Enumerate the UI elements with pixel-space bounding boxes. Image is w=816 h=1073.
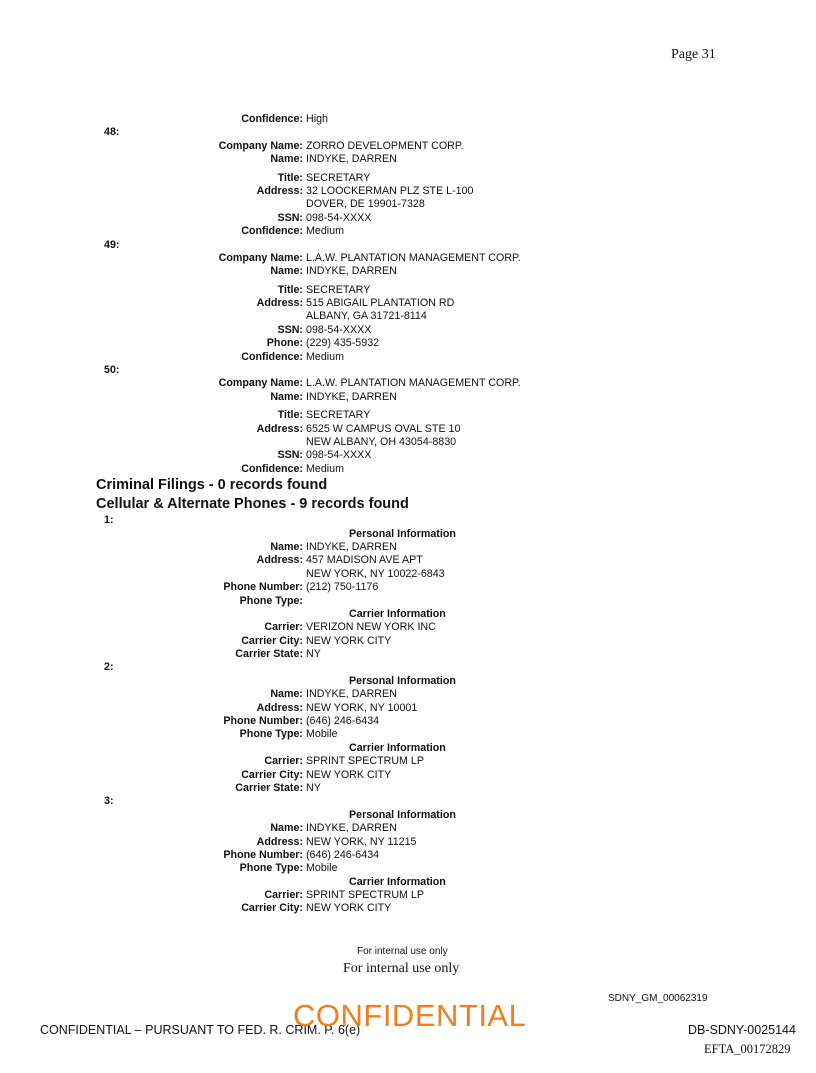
field-label: Name: [270,822,303,835]
record-number: 2: [104,661,114,674]
record-field-row [0,568,816,581]
subsection-heading-text: Carrier Information [349,741,446,754]
record-field-row [0,198,816,211]
record-field-row [0,836,816,849]
field-value: NEW YORK CITY [306,902,392,915]
field-value: INDYKE, DARREN [306,390,397,403]
record-field-row [0,113,816,126]
record-field-row [0,436,816,449]
field-value: SECRETARY [306,409,371,422]
record-field-row [0,595,816,608]
field-label: Name: [270,540,303,553]
bates-number-gm: SDNY_GM_00062319 [608,993,708,1004]
field-label: Address: [256,422,303,435]
field-value: INDYKE, DARREN [306,822,397,835]
record-number: 1: [104,514,114,527]
field-label: Address: [256,184,303,197]
field-value: SPRINT SPECTRUM LP [306,755,424,768]
field-label: Carrier State: [235,781,303,794]
field-value: (212) 750-1176 [306,581,379,594]
field-label: Phone Type: [239,594,303,607]
record-field-row [0,265,816,278]
field-value: SECRETARY [306,283,371,296]
field-label: Address: [256,835,303,848]
field-value: 515 ABIGAIL PLANTATION RD [306,297,455,310]
record-field-row [0,541,816,554]
record-field-row [0,635,816,648]
record-field-row [0,554,816,567]
field-value: SPRINT SPECTRUM LP [306,889,424,902]
field-value: 457 MADISON AVE APT [306,554,423,567]
field-value: 32 LOOCKERMAN PLZ STE L-100 [306,184,474,197]
confidential-notice: CONFIDENTIAL – PURSUANT TO FED. R. CRIM. P. 6(e) [40,1023,361,1037]
record-field-row [0,297,816,310]
field-value: Medium [306,462,345,475]
field-value: (229) 435-5932 [306,337,380,350]
record-field-row [0,252,816,265]
field-label: Carrier City: [241,768,303,781]
record-field-row [0,212,816,225]
record-field-row [0,755,816,768]
page-number: Page 31 [671,47,716,62]
record-field-row [0,140,816,153]
field-label: SSN: [277,323,303,336]
record-field-row [0,849,816,862]
field-label: Carrier: [264,621,303,634]
field-value: NEW YORK CITY [306,768,392,781]
field-label: Carrier: [264,755,303,768]
record-number: 3: [104,795,114,808]
field-value: NEW ALBANY, OH 43054-8830 [306,435,457,448]
field-value: NEW YORK CITY [306,634,392,647]
record-field-row [0,310,816,323]
subsection-heading-text: Personal Information [349,808,456,821]
record-field-row [0,377,816,390]
field-label: Carrier State: [235,648,303,661]
field-value: (646) 246-6434 [306,715,380,728]
field-label: Name: [270,688,303,701]
field-label: Name: [270,390,303,403]
record-field-row [0,769,816,782]
record-number: 48: [104,126,120,139]
subsection-heading-text: Carrier Information [349,607,446,620]
field-label: Name: [270,265,303,278]
record-field-row [0,621,816,634]
record-field-row [0,581,816,594]
field-value: L.A.W. PLANTATION MANAGEMENT CORP. [306,251,521,264]
record-field-row [0,153,816,166]
field-value: NEW YORK, NY 11215 [306,835,417,848]
record-field-row [0,409,816,422]
field-label: Phone Type: [239,728,303,741]
field-label: SSN: [277,449,303,462]
record-field-row [0,688,816,701]
field-value: NEW YORK, NY 10022-6843 [306,567,445,580]
subsection-heading [0,876,816,889]
field-label: Address: [256,701,303,714]
field-value: Medium [306,350,345,363]
record-number: 49: [104,238,120,251]
field-label: Company Name: [218,251,303,264]
field-value: Mobile [306,862,338,875]
field-label: Company Name: [218,377,303,390]
field-label: Title: [277,171,303,184]
record-field-row [0,902,816,915]
field-label: Address: [256,297,303,310]
field-label: Title: [277,283,303,296]
field-label: Company Name: [218,139,303,152]
record-field-row [0,185,816,198]
record-field-row [0,702,816,715]
field-value: INDYKE, DARREN [306,688,397,701]
subsection-heading [0,528,816,541]
field-value: Medium [306,225,345,238]
field-label: Confidence: [241,462,303,475]
field-value: INDYKE, DARREN [306,540,397,553]
record-field-row [0,423,816,436]
subsection-heading-text: Personal Information [349,674,456,687]
field-value: VERIZON NEW YORK INC [306,621,436,634]
field-value: 098-54-XXXX [306,323,372,336]
field-label: Confidence: [241,113,303,125]
internal-use-note-large: For internal use only [343,961,460,976]
record-field-row [0,889,816,902]
subsection-heading [0,608,816,621]
field-value: (646) 246-6434 [306,848,380,861]
record-field-row [0,391,816,404]
field-label: Name: [270,153,303,166]
record-field-row [0,337,816,350]
record-number: 50: [104,364,120,377]
field-value: High [306,113,328,125]
field-value: ZORRO DEVELOPMENT CORP. [306,139,464,152]
field-label: Carrier City: [241,902,303,915]
field-value: NEW YORK, NY 10001 [306,701,418,714]
field-value: Mobile [306,728,338,741]
subsection-heading [0,742,816,755]
field-label: Confidence: [241,350,303,363]
field-value: SECRETARY [306,171,371,184]
field-value: INDYKE, DARREN [306,153,397,166]
subsection-heading-text: Carrier Information [349,875,446,888]
field-label: Carrier: [264,889,303,902]
field-value: DOVER, DE 19901-7328 [306,198,425,211]
field-value: 6525 W CAMPUS OVAL STE 10 [306,422,461,435]
field-value: ALBANY, GA 31721-8114 [306,310,427,323]
record-field-row [0,782,816,795]
record-field-row [0,172,816,185]
field-label: Title: [277,409,303,422]
record-field-row [0,715,816,728]
internal-use-note-small-text: For internal use only [357,946,448,957]
subsection-heading [0,809,816,822]
section-heading: Cellular & Alternate Phones - 9 records found [96,496,409,513]
field-label: Phone: [266,337,303,350]
bates-number-db: DB-SDNY-0025144 [688,1023,796,1037]
record-field-row [0,862,816,875]
field-value: NY [306,648,321,661]
record-field-row [0,284,816,297]
record-field-row [0,351,816,364]
record-field-row [0,822,816,835]
confidential-stamp: CONFIDENTIAL [293,998,527,1033]
field-label: Confidence: [241,225,303,238]
field-value: INDYKE, DARREN [306,265,397,278]
field-label: Carrier City: [241,634,303,647]
subsection-heading-text: Personal Information [349,527,456,540]
field-value: L.A.W. PLANTATION MANAGEMENT CORP. [306,377,521,390]
field-value: 098-54-XXXX [306,449,372,462]
record-field-row [0,449,816,462]
record-field-row [0,463,816,476]
field-label: Address: [256,554,303,567]
field-label: Phone Number: [223,715,303,728]
record-field-row [0,728,816,741]
section-heading: Criminal Filings - 0 records found [96,477,328,494]
field-label: SSN: [277,211,303,224]
subsection-heading [0,675,816,688]
field-value: NY [306,781,321,794]
report-records [0,113,816,916]
field-label: Phone Type: [239,862,303,875]
field-label: Phone Number: [223,848,303,861]
field-label: Phone Number: [223,581,303,594]
record-field-row [0,324,816,337]
record-field-row [0,225,816,238]
record-field-row [0,648,816,661]
field-value: 098-54-XXXX [306,211,372,224]
efta-number: EFTA_00172829 [704,1042,791,1056]
